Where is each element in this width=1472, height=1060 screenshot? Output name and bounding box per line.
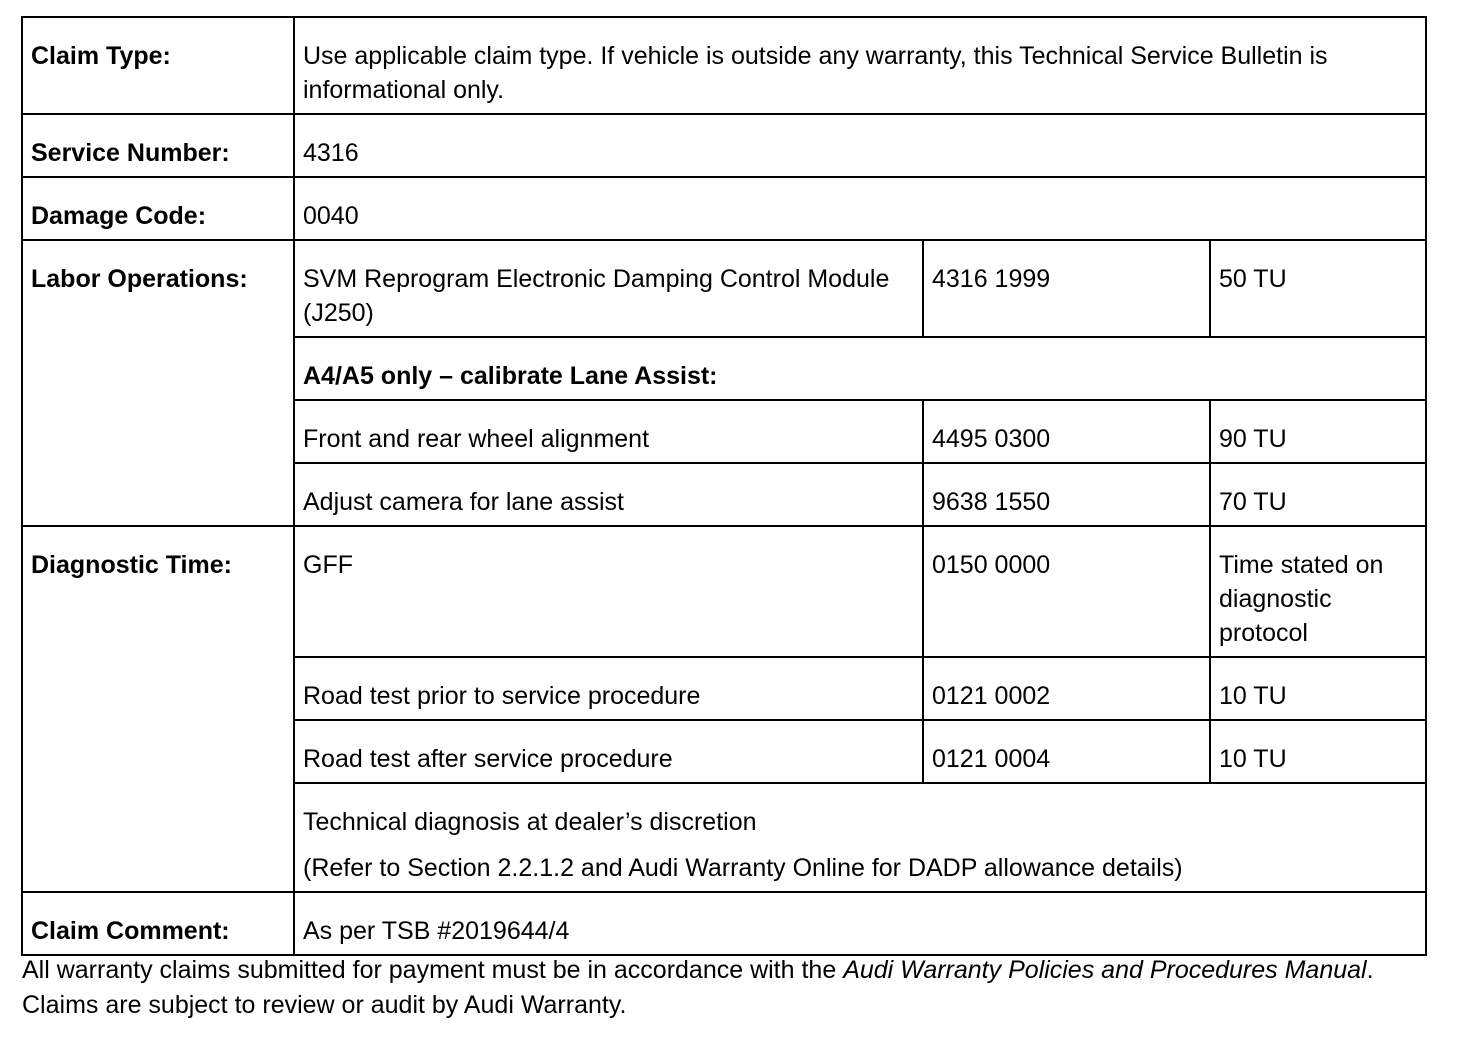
- diagnostic-time: Time stated on diagnostic protocol: [1210, 526, 1426, 657]
- technical-diagnosis-note: (Refer to Section 2.2.1.2 and Audi Warranty Online for DADP allowance details): [303, 854, 1183, 882]
- labor-operation-time: 70 TU: [1210, 463, 1426, 526]
- labor-operation-time: 50 TU: [1210, 240, 1426, 337]
- footer-text-before: All warranty claims submitted for payment must be in accordance with the: [22, 956, 844, 984]
- labor-operation-time: 90 TU: [1210, 400, 1426, 463]
- diagnostic-code: 0121 0004: [923, 720, 1210, 783]
- warranty-footer-note: [22, 953, 1442, 1023]
- diagnostic-time: 10 TU: [1210, 720, 1426, 783]
- labor-operation-code: 4316 1999: [923, 240, 1210, 337]
- claim-type-row: [22, 17, 1426, 114]
- service-number-label: Service Number:: [22, 114, 294, 177]
- diagnostic-time: 10 TU: [1210, 657, 1426, 720]
- claim-comment-label: Claim Comment:: [22, 892, 294, 955]
- diagnostic-description: Road test prior to service procedure: [294, 657, 923, 720]
- diagnostic-description: Road test after service procedure: [294, 720, 923, 783]
- technical-diagnosis-cell: [294, 783, 1426, 892]
- warranty-claim-section: [21, 16, 1425, 956]
- diagnostic-time-label: Diagnostic Time:: [22, 526, 294, 892]
- damage-code-label: Damage Code:: [22, 177, 294, 240]
- claim-type-value: Use applicable claim type. If vehicle is outside any warranty, this Technical Service Bulletin is informational only.: [294, 17, 1426, 114]
- claim-type-label: Claim Type:: [22, 17, 294, 114]
- labor-operation-description: Adjust camera for lane assist: [294, 463, 923, 526]
- footer-manual-title: Audi Warranty Policies and Procedures Manual: [843, 956, 1367, 984]
- diagnostic-code: 0150 0000: [923, 526, 1210, 657]
- claim-comment-row: [22, 892, 1426, 955]
- diagnostic-code: 0121 0002: [923, 657, 1210, 720]
- diagnostic-row: [22, 526, 1426, 657]
- labor-subheading: A4/A5 only – calibrate Lane Assist:: [294, 337, 1426, 400]
- damage-code-row: [22, 177, 1426, 240]
- claim-comment-value: As per TSB #2019644/4: [294, 892, 1426, 955]
- diagnostic-description: GFF: [294, 526, 923, 657]
- labor-operations-label: Labor Operations:: [22, 240, 294, 526]
- labor-operation-code: 4495 0300: [923, 400, 1210, 463]
- service-number-value: 4316: [294, 114, 1426, 177]
- technical-diagnosis-text: Technical diagnosis at dealer’s discretion: [303, 808, 757, 836]
- labor-operation-description: SVM Reprogram Electronic Damping Control Module (J250): [294, 240, 923, 337]
- damage-code-value: 0040: [294, 177, 1426, 240]
- labor-operation-description: Front and rear wheel alignment: [294, 400, 923, 463]
- labor-operation-code: 9638 1550: [923, 463, 1210, 526]
- service-number-row: [22, 114, 1426, 177]
- labor-operation-row: [22, 240, 1426, 337]
- claim-table: [21, 16, 1427, 956]
- footer-text-after: . Claims are subject to review or audit by Audi Warranty.: [22, 956, 1374, 1019]
